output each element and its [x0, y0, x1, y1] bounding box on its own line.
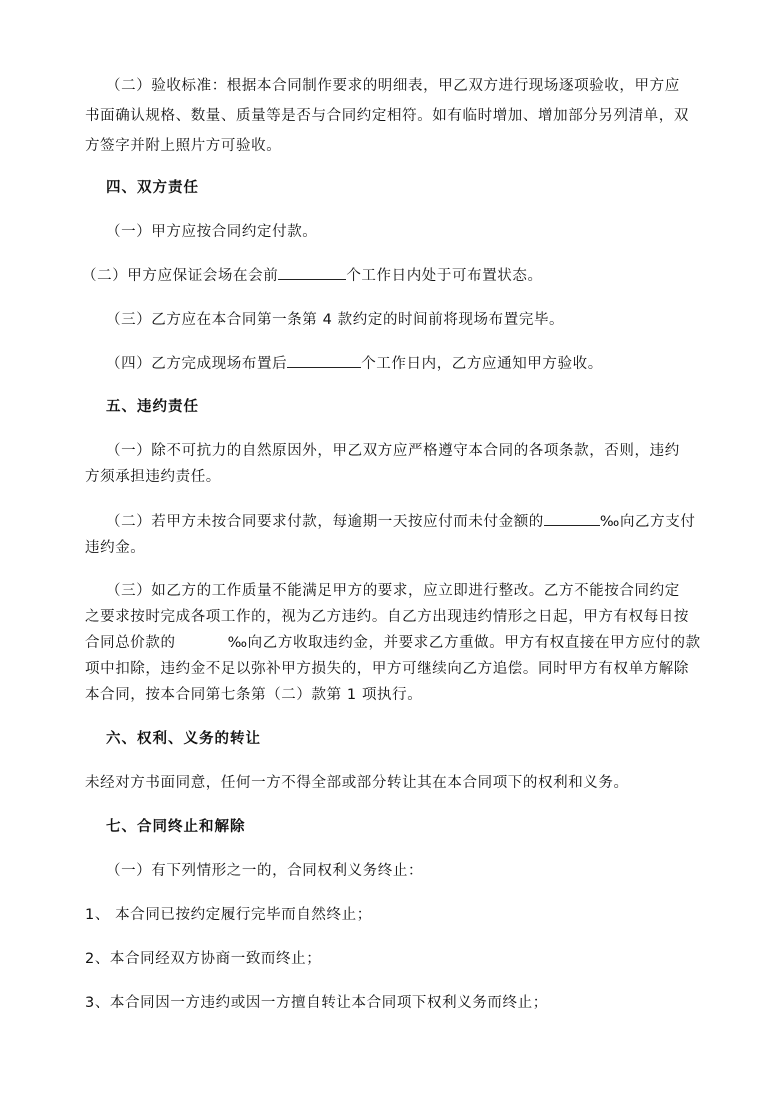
clause-7-1: （一）有下列情形之一的，合同权利义务终止：	[106, 863, 424, 879]
clause-5-2-line-2: 违约金。	[85, 540, 146, 556]
section-heading-breach: 五、违约责任	[106, 399, 199, 415]
clause-6: 未经对方书面同意，任何一方不得全部或部分转让其在本合同项下的权利和义务。	[85, 775, 629, 791]
clause-5-3-text-b: ‰向乙方收取违约金，并要求乙方重做。甲方有权直接在甲方应付的款	[227, 635, 701, 651]
clause-5-1-line-2: 方须承担违约责任。	[85, 469, 221, 485]
clause-4-3: （三）乙方应在本合同第一条第 4 款约定的时间前将现场布置完毕。	[106, 312, 565, 328]
section-heading-termination: 七、合同终止和解除	[106, 819, 246, 835]
clause-5-3-line-1: （三）如乙方的工作质量不能满足甲方的要求，应立即进行整改。乙方不能按合同约定	[106, 583, 680, 599]
clause-5-3-line-5: 本合同，按本合同第七条第（二）款第 1 项执行。	[85, 687, 423, 703]
clause-4-2	[82, 265, 543, 286]
clause-4-4	[106, 353, 603, 374]
clause-5-1-line-1: （一）除不可抗力的自然原因外，甲乙双方应严格遵守本合同的各项条款，否则，违约	[106, 443, 680, 459]
blank-fill-field[interactable]	[544, 511, 600, 526]
clause-7-item-3: 3、本合同因一方违约或因一方擅自转让本合同项下权利义务而终止；	[85, 995, 548, 1011]
clause-4-2-text-b: 个工作日内处于可布置状态。	[346, 268, 543, 284]
clause-4-1: （一）甲方应按合同约定付款。	[106, 224, 318, 240]
clause-7-item-1: 1、 本合同已按约定履行完毕而自然终止；	[85, 907, 372, 923]
clause-7-item-2: 2、本合同经双方协商一致而终止；	[85, 951, 322, 967]
acceptance-standard-line-1: （二）验收标准：根据本合同制作要求的明细表，甲乙双方进行现场逐项验收，甲方应	[106, 78, 680, 94]
clause-5-2-text-b: ‰向乙方支付	[599, 514, 696, 530]
section-heading-transfer: 六、权利、义务的转让	[106, 731, 261, 747]
clause-4-4-text-b: 个工作日内，乙方应通知甲方验收。	[361, 356, 603, 372]
clause-4-2-text-a: （二）甲方应保证会场在会前	[82, 268, 279, 284]
blank-fill-field[interactable]	[287, 353, 361, 368]
section-heading-responsibilities: 四、双方责任	[106, 180, 199, 196]
clause-5-3-line-4: 项中扣除，违约金不足以弥补甲方损失的，甲方可继续向乙方追偿。同时甲方有权单方解除	[85, 661, 689, 677]
clause-5-3-text-a: 合同总价款的	[85, 635, 176, 651]
clause-5-2-line-1	[106, 511, 695, 532]
clause-5-3-line-2: 之要求按时完成各项工作的，视为乙方违约。自乙方出现违约情形之日起，甲方有权每日按	[85, 609, 689, 625]
acceptance-standard-line-3: 方签字并附上照片方可验收。	[85, 138, 282, 154]
clause-4-4-text-a: （四）乙方完成现场布置后	[106, 356, 288, 372]
clause-5-3-line-3	[85, 633, 701, 653]
blank-fill-field[interactable]	[278, 265, 346, 280]
acceptance-standard-line-2: 书面确认规格、数量、质量等是否与合同约定相符。如有临时增加、增加部分另列清单，双	[85, 108, 689, 124]
clause-5-2-text-a: （二）若甲方未按合同要求付款，每逾期一天按应付而未付金额的	[106, 514, 544, 530]
